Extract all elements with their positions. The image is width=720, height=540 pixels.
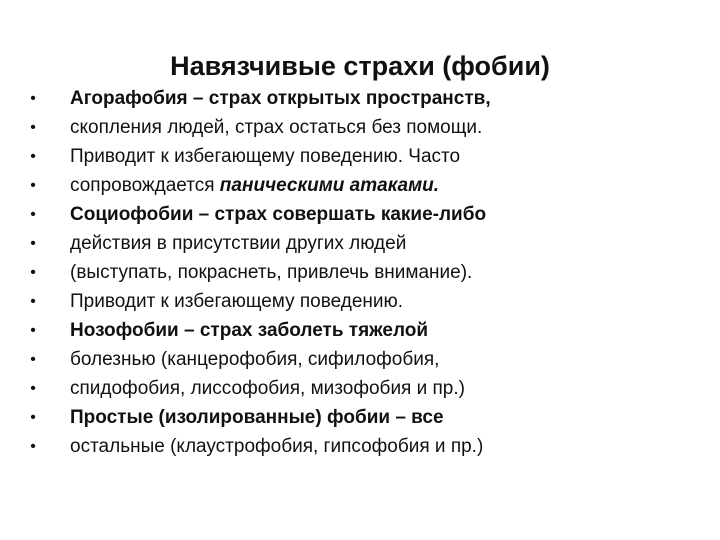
bullet-text: действия в присутствии других людей [70, 233, 407, 254]
bullet-text: Простые (изолированные) фобии – все [70, 407, 444, 428]
bullet-dot-icon: • [30, 90, 36, 107]
bullet-dot-icon: • [30, 264, 36, 281]
bullet-line [26, 142, 706, 171]
bullet-dot-icon: • [30, 351, 36, 368]
bullet-dot-icon: • [30, 380, 36, 397]
bullet-line [26, 258, 706, 287]
bullet-text: Приводит к избегающему поведению. [70, 291, 404, 312]
bullet-dot-icon: • [30, 148, 36, 165]
bullet-text: болезнью (канцерофобия, сифилофобия, [70, 349, 440, 370]
bullet-line [26, 345, 706, 374]
bullet-emphasis: паническими атаками. [219, 175, 440, 196]
bullet-line [26, 403, 706, 432]
bullet-dot-icon: • [30, 206, 36, 223]
bullet-line [26, 229, 706, 258]
bullet-dot-icon: • [30, 409, 36, 426]
bullet-text: Социофобии – страх совершать какие-либо [70, 204, 487, 225]
bullet-dot-icon: • [30, 177, 36, 194]
bullet-line [26, 432, 706, 461]
bullet-line [26, 84, 706, 113]
bullet-line [26, 171, 706, 200]
bullet-text: (выступать, покраснеть, привлечь внимание). [70, 262, 473, 283]
slide-title: Навязчивые страхи (фобии) [170, 51, 550, 81]
bullet-line [26, 200, 706, 229]
bullet-dot-icon: • [30, 293, 36, 310]
bullet-text: сопровождается [70, 175, 220, 196]
bullet-line [26, 113, 706, 142]
bullet-text: Нозофобии – страх заболеть тяжелой [70, 320, 429, 341]
bullet-dot-icon: • [30, 119, 36, 136]
bullet-line [26, 287, 706, 316]
bullet-list [26, 84, 706, 461]
bullet-text: спидофобия, лиссофобия, мизофобия и пр.) [70, 378, 465, 399]
bullet-line [26, 374, 706, 403]
bullet-dot-icon: • [30, 438, 36, 455]
bullet-text: скопления людей, страх остаться без помощи. [70, 117, 483, 138]
bullet-text: Приводит к избегающему поведению. Часто [70, 146, 461, 167]
bullet-text: остальные (клаустрофобия, гипсофобия и пр.) [70, 436, 484, 457]
bullet-dot-icon: • [30, 322, 36, 339]
bullet-line [26, 316, 706, 345]
bullet-text: Агорафобия – страх открытых пространств, [70, 88, 491, 109]
bullet-dot-icon: • [30, 235, 36, 252]
